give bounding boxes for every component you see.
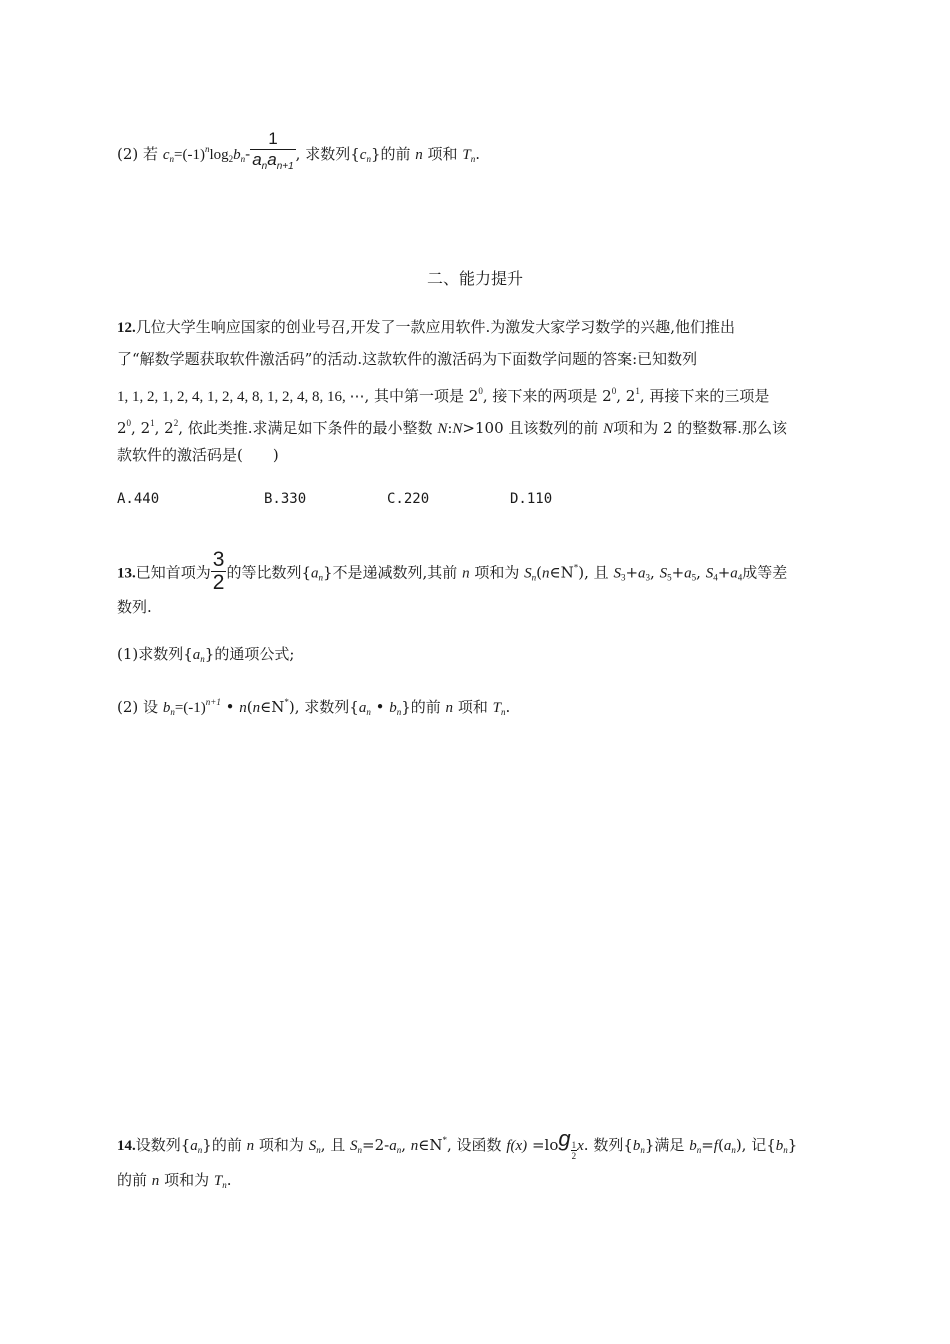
q12-line3: 1, 1, 2, 1, 2, 4, 1, 2, 4, 8, 1, 2, 4, 8, 16, ⋯, 其中第一项是 $2^0$, 接下来的两项是 $2^0$, $2^1$, 再接下来的三项是	[117, 386, 770, 405]
q12-line2: 了“解数学题获取软件激活码”的活动.这款软件的激活码为下面数学问题的答案:已知数列	[117, 350, 698, 368]
question-number: 13.	[117, 565, 136, 582]
q12-line5: 款软件的激活码是( )	[117, 446, 279, 464]
q12-line4: $2^0$, $2^1$, $2^2$, 依此类推.求满足如下条件的最小整数 N:N>100 且该数列的前 N项和为 2 的整数幂.那么该	[117, 418, 788, 437]
fraction-1-over-anan1: $\frac{1}{a_na_{n+1}}$	[250, 129, 295, 177]
part-label: (2)	[117, 698, 139, 716]
choice-a[interactable]: A.440	[117, 491, 160, 507]
fraction-1-over-2: $\frac{1}{2}$	[571, 1139, 577, 1161]
q12-choices	[117, 491, 617, 513]
q14-line1: 14.设数列$\{a_n\}$的前 n 项和为 $S_n$, 且 $S_n=2-a_n$, n∈N*, 设函数 f(x) =log $\frac{1}{2}$ x. 数列$\{b_n\}$满足 $b_n=f(a_n)$, 记$\{b_n\}$	[117, 1126, 798, 1161]
section-heading: 二、能力提升	[426, 269, 523, 288]
fraction-3-over-2: $\frac{3}{2}$	[212, 548, 225, 594]
choice-d[interactable]: D.110	[510, 491, 553, 507]
question-number: 12.	[117, 320, 136, 336]
choice-c[interactable]: C.220	[387, 491, 430, 507]
q13-line2: 数列.	[117, 598, 152, 616]
choice-b[interactable]: B.330	[264, 491, 307, 507]
part-label: (1)	[117, 645, 139, 663]
q12-line1: 12.几位大学生响应国家的创业号召,开发了一款应用软件.为激发大家学习数学的兴趣,他们推出	[117, 318, 736, 336]
question-number: 14.	[117, 1138, 136, 1154]
q13-part2: (2) 设 $b_n=(-1)^{n+1}$ • n(n∈N*), 求数列{$a_n$ • $b_n$}的前 n 项和 $T_n$.	[117, 697, 511, 717]
q13-part1: (1)求数列$\{a_n\}$的通项公式;	[117, 645, 295, 664]
part-label: (2)	[117, 145, 139, 163]
q13-line1: 13.已知首项为 $\frac{3}{2}$ 的等比数列$\{a_n\}$不是递减数列,其前 n 项和为 $S_n(n\in N^*)$, 且 $S_3+a_3$, $S_5+a_5$, $S_4+a_4$成等差	[117, 548, 788, 594]
q11-part2: (2) 若 $c_n=(-1)^n\log_2b_n-$ $\frac{1}{a_na_{n+1}}$ , 求数列$\{c_n\}$的前 n 项和 $T_n$.	[117, 131, 480, 179]
q14-line2: 的前 n 项和为 $T_n$.	[117, 1171, 232, 1190]
